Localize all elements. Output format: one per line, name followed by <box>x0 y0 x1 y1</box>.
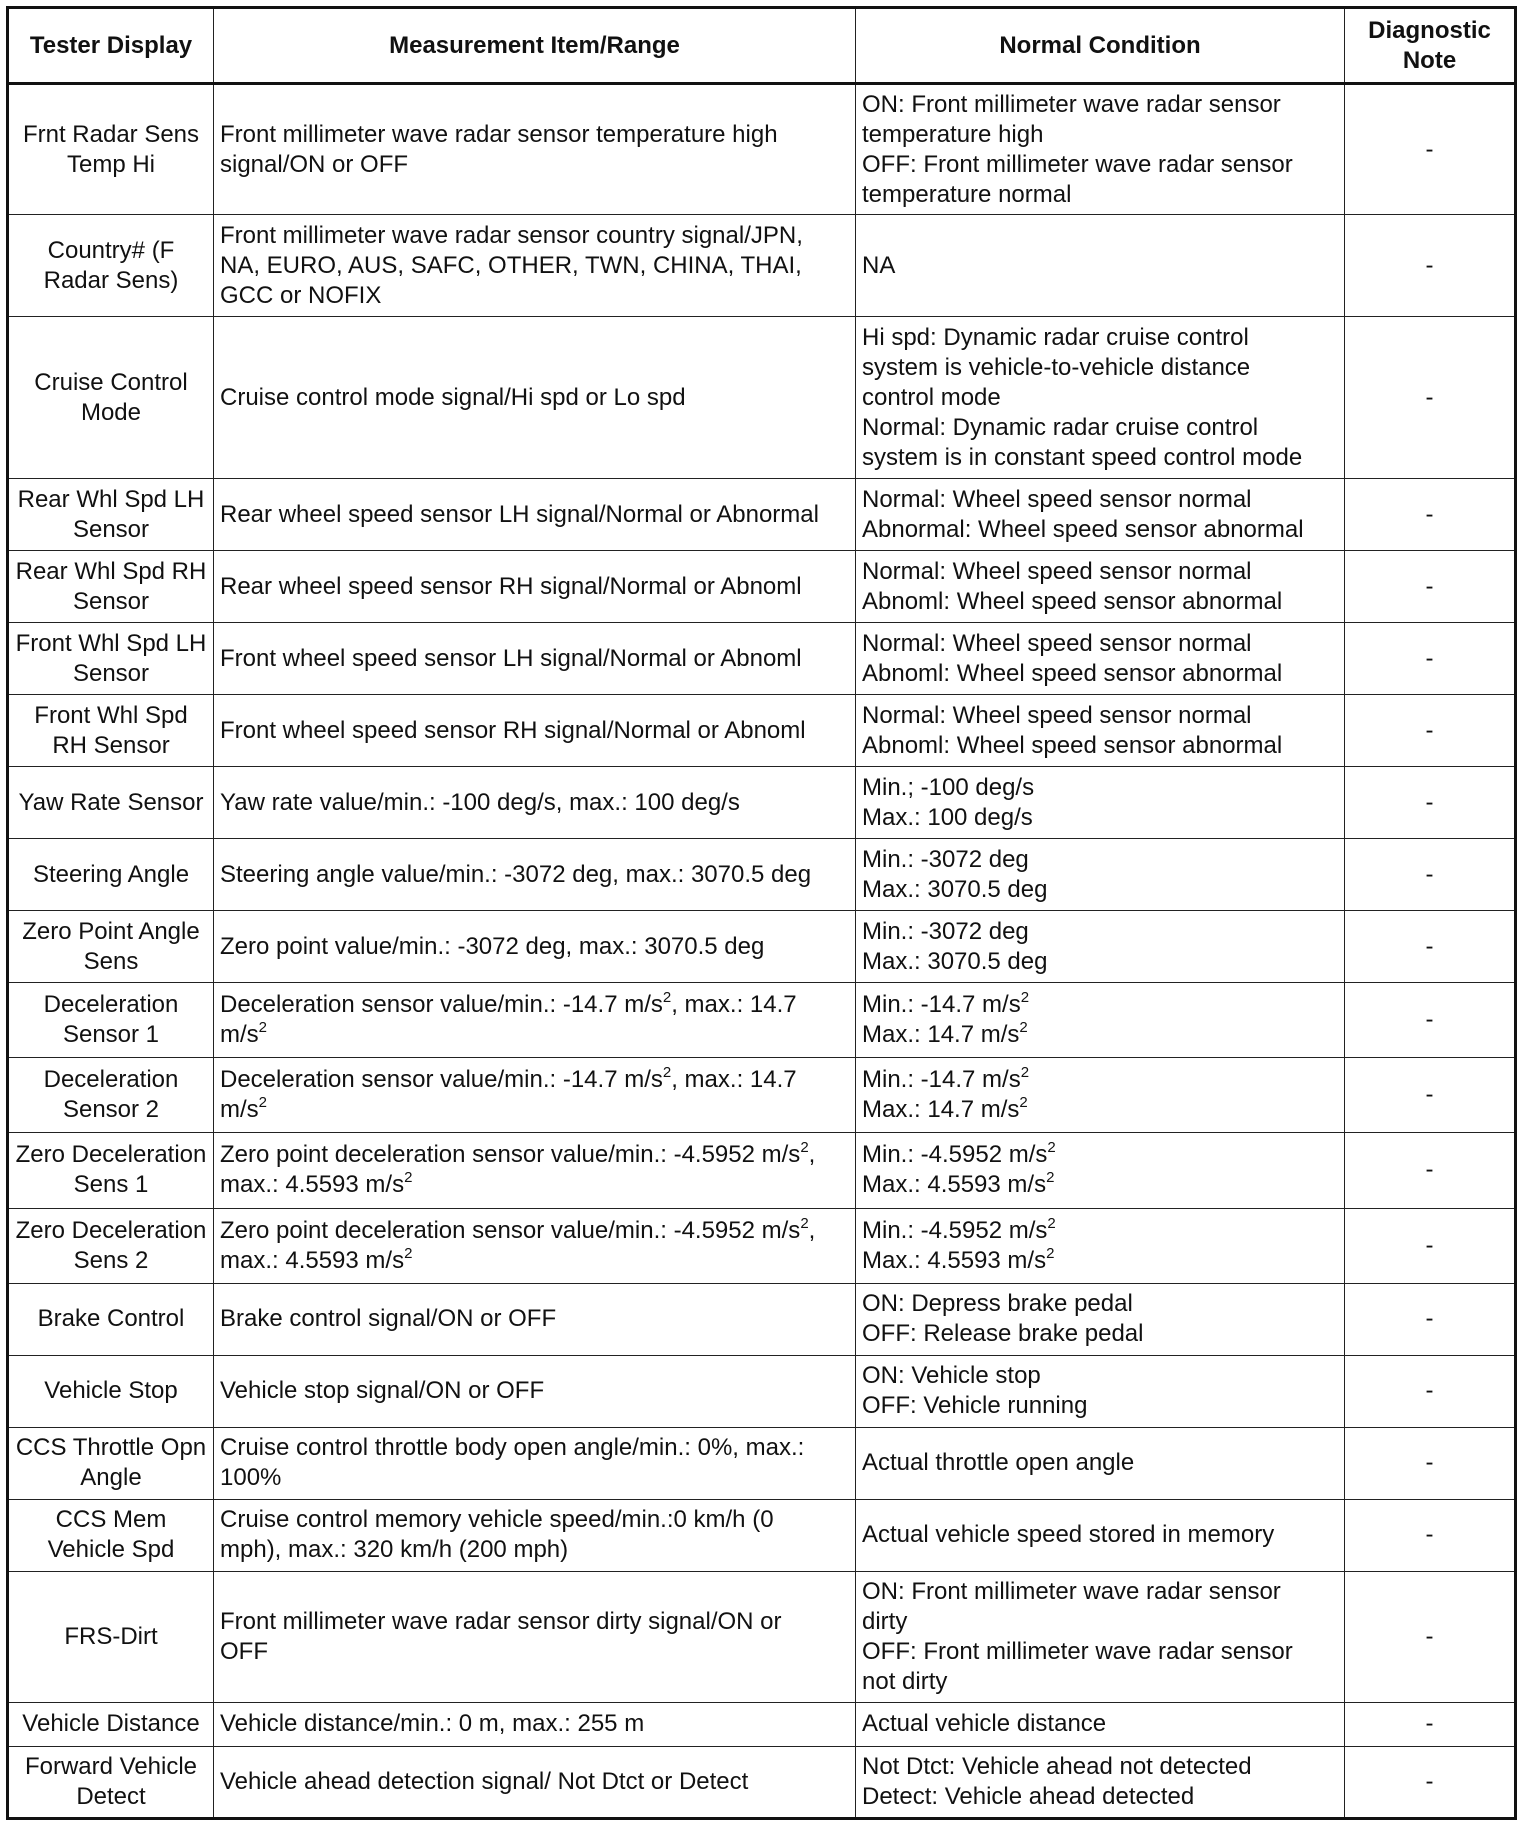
diagnostic-note-cell: - <box>1345 983 1516 1058</box>
measurement-line: Rear wheel speed sensor LH signal/Normal or Abnormal <box>220 500 819 528</box>
tester-display-cell <box>8 767 214 839</box>
normal-condition-cell <box>856 551 1345 623</box>
tester-display-line: Sensor <box>72 659 150 687</box>
tester-display-line: Brake Control <box>37 1305 185 1333</box>
diagnostic-note-cell: - <box>1345 84 1516 215</box>
tester-display-line: Sens <box>83 947 139 975</box>
measurement-line: Front millimeter wave radar sensor country signal/JPN, <box>220 221 803 249</box>
tester-display-line: Sensor <box>72 587 150 615</box>
table-row <box>8 1499 1516 1571</box>
tester-display-line: Country# (F <box>47 236 175 264</box>
tester-display-line: Front Whl Spd LH <box>15 629 207 657</box>
tester-display-cell <box>8 84 214 215</box>
normal-condition-line: Abnoml: Wheel speed sensor abnormal <box>862 587 1283 615</box>
table-row <box>8 1746 1516 1818</box>
tester-display-line: Steering Angle <box>32 860 190 888</box>
normal-condition-cell <box>856 317 1345 479</box>
tester-display-line: Yaw Rate Sensor <box>18 788 204 816</box>
measurement-cell <box>214 1499 856 1571</box>
measurement-line: Deceleration sensor value/min.: -14.7 $m/s^2$, max.: 14.7 <box>220 989 797 1019</box>
normal-condition-line: Max.: 3070.5 deg <box>862 947 1048 975</box>
normal-condition-line: Abnoml: Wheel speed sensor abnormal <box>862 659 1283 687</box>
normal-condition-line: Min.: -14.7 $m/s^2$ <box>862 1064 1030 1094</box>
diagnostic-note-cell: - <box>1345 623 1516 695</box>
normal-condition-cell <box>856 1702 1345 1746</box>
normal-condition-line: Max.: 14.7 $m/s^2$ <box>862 1094 1028 1124</box>
tester-display-line: FRS-Dirt <box>64 1622 158 1650</box>
tester-display-cell <box>8 215 214 317</box>
normal-condition-line: Max.: 4.5593 $m/s^2$ <box>862 1244 1055 1274</box>
measurement-line: OFF <box>220 1637 268 1665</box>
tester-display-cell <box>8 1746 214 1818</box>
normal-condition-cell <box>856 1208 1345 1283</box>
normal-condition-cell <box>856 911 1345 983</box>
tester-display-line: Front Whl Spd <box>34 701 188 729</box>
tester-display-cell <box>8 911 214 983</box>
measurement-line: $m/s^2$ <box>220 1094 268 1124</box>
tester-display-line: Vehicle Distance <box>22 1710 200 1738</box>
measurement-cell <box>214 317 856 479</box>
measurement-cell <box>214 911 856 983</box>
tester-display-line: Forward Vehicle <box>24 1752 198 1780</box>
tester-display-line: Vehicle Stop <box>44 1377 178 1405</box>
tester-display-line: Rear Whl Spd RH <box>15 557 207 585</box>
diagnostic-note-cell: - <box>1345 839 1516 911</box>
normal-condition-line: not dirty <box>862 1667 948 1695</box>
measurement-line: Steering angle value/min.: -3072 deg, max.: 3070.5 deg <box>220 860 812 888</box>
measurement-cell <box>214 1427 856 1499</box>
table-row <box>8 1702 1516 1746</box>
normal-condition-cell <box>856 695 1345 767</box>
measurement-cell <box>214 1058 856 1133</box>
normal-condition-cell <box>856 1058 1345 1133</box>
tester-display-line: Zero Deceleration <box>15 1141 207 1169</box>
header-diagnostic-note <box>1345 8 1516 84</box>
diagnostic-note-cell: - <box>1345 1702 1516 1746</box>
tester-display-line: Deceleration <box>43 991 179 1019</box>
table-row <box>8 623 1516 695</box>
measurement-line: 100% <box>220 1464 282 1492</box>
measurement-line: max.: 4.5593 $m/s^2$ <box>220 1169 413 1199</box>
normal-condition-line: system is in constant speed control mode <box>862 443 1303 471</box>
measurement-line: max.: 4.5593 $m/s^2$ <box>220 1244 413 1274</box>
measurement-line: Brake control signal/ON or OFF <box>220 1305 557 1333</box>
measurement-cell <box>214 1355 856 1427</box>
header-measurement-item: Measurement Item/Range <box>214 8 856 84</box>
header-row <box>8 8 1516 84</box>
normal-condition-line: Max.: 4.5593 $m/s^2$ <box>862 1169 1055 1199</box>
measurement-line: signal/ON or OFF <box>220 150 409 178</box>
measurement-line: Front millimeter wave radar sensor dirty signal/ON or <box>220 1607 782 1635</box>
tester-display-line: Frnt Radar Sens <box>22 120 200 148</box>
measurement-line: Vehicle ahead detection signal/ Not Dtct or Detect <box>220 1767 749 1795</box>
tester-display-line: Sens 2 <box>73 1246 149 1274</box>
measurement-cell <box>214 1283 856 1355</box>
tester-display-line: Zero Point Angle <box>22 917 200 945</box>
normal-condition-line: temperature normal <box>862 180 1072 208</box>
normal-condition-line: Max.: 14.7 $m/s^2$ <box>862 1019 1028 1049</box>
header-tester-display: Tester Display <box>8 8 214 84</box>
measurement-cell <box>214 1208 856 1283</box>
normal-condition-cell <box>856 84 1345 215</box>
normal-condition-line: OFF: Release brake pedal <box>862 1320 1144 1348</box>
tester-display-line: CCS Throttle Opn <box>15 1434 207 1462</box>
table-row <box>8 695 1516 767</box>
normal-condition-line: Min.; -100 deg/s <box>862 773 1035 801</box>
tester-display-cell <box>8 1499 214 1571</box>
tester-display-line: Sensor 1 <box>62 1021 160 1049</box>
measurement-line: Front wheel speed sensor RH signal/Normal or Abnoml <box>220 716 806 744</box>
measurement-cell <box>214 983 856 1058</box>
measurement-line: mph), max.: 320 km/h (200 mph) <box>220 1536 569 1564</box>
table-row <box>8 479 1516 551</box>
normal-condition-line: Hi spd: Dynamic radar cruise control <box>862 323 1249 351</box>
normal-condition-cell <box>856 1427 1345 1499</box>
measurement-line: Cruise control memory vehicle speed/min.:0 km/h (0 <box>220 1506 774 1534</box>
diagnostic-note-cell: - <box>1345 1283 1516 1355</box>
table-row <box>8 1355 1516 1427</box>
table-row <box>8 839 1516 911</box>
measurement-line: Vehicle distance/min.: 0 m, max.: 255 m <box>220 1710 645 1738</box>
diagnostic-note-cell: - <box>1345 1746 1516 1818</box>
diagnostic-note-cell: - <box>1345 317 1516 479</box>
tester-display-line: Deceleration <box>43 1066 179 1094</box>
tester-display-line: Zero Deceleration <box>15 1216 207 1244</box>
diagnostic-note-cell: - <box>1345 1133 1516 1208</box>
measurement-cell <box>214 1702 856 1746</box>
normal-condition-line: Normal: Wheel speed sensor normal <box>862 629 1252 657</box>
tester-display-cell <box>8 1571 214 1702</box>
measurement-line: Vehicle stop signal/ON or OFF <box>220 1377 545 1405</box>
normal-condition-cell <box>856 215 1345 317</box>
tester-display-line: Sensor 2 <box>62 1096 160 1124</box>
measurement-line: Front millimeter wave radar sensor temperature high <box>220 120 778 148</box>
table-body <box>8 84 1516 1819</box>
tester-display-cell <box>8 1355 214 1427</box>
normal-condition-line: Max.: 3070.5 deg <box>862 875 1048 903</box>
normal-condition-line: NA <box>862 251 896 279</box>
measurement-cell <box>214 1133 856 1208</box>
tester-display-line: Sens 1 <box>73 1171 149 1199</box>
normal-condition-line: dirty <box>862 1607 908 1635</box>
tester-display-cell <box>8 983 214 1058</box>
measurement-line: Yaw rate value/min.: -100 deg/s, max.: 100 deg/s <box>220 788 740 816</box>
normal-condition-line: ON: Vehicle stop <box>862 1362 1041 1390</box>
tester-display-cell <box>8 695 214 767</box>
table-row <box>8 1133 1516 1208</box>
normal-condition-line: Normal: Wheel speed sensor normal <box>862 485 1252 513</box>
normal-condition-line: Min.: -4.5952 $m/s^2$ <box>862 1214 1056 1244</box>
header-normal-condition: Normal Condition <box>856 8 1345 84</box>
table-row <box>8 1427 1516 1499</box>
tester-display-cell <box>8 1702 214 1746</box>
table-row <box>8 767 1516 839</box>
table-row <box>8 84 1516 215</box>
measurement-cell <box>214 695 856 767</box>
tester-display-cell <box>8 1058 214 1133</box>
normal-condition-line: Not Dtct: Vehicle ahead not detected <box>862 1752 1252 1780</box>
measurement-line: $m/s^2$ <box>220 1019 268 1049</box>
normal-condition-cell <box>856 983 1345 1058</box>
normal-condition-line: OFF: Vehicle running <box>862 1392 1088 1420</box>
measurement-line: Cruise control throttle body open angle/min.: 0%, max.: <box>220 1434 805 1462</box>
measurement-cell <box>214 839 856 911</box>
measurement-line: Deceleration sensor value/min.: -14.7 $m/s^2$, max.: 14.7 <box>220 1064 797 1094</box>
diagnostic-note-cell: - <box>1345 1355 1516 1427</box>
normal-condition-line: Actual vehicle speed stored in memory <box>862 1521 1275 1549</box>
data-list-table <box>6 6 1517 1820</box>
measurement-cell <box>214 551 856 623</box>
normal-condition-cell <box>856 1499 1345 1571</box>
table-row <box>8 1571 1516 1702</box>
normal-condition-cell <box>856 1746 1345 1818</box>
table-row <box>8 1058 1516 1133</box>
normal-condition-cell <box>856 1355 1345 1427</box>
diagnostic-note-cell: - <box>1345 1208 1516 1283</box>
diagnostic-note-cell: - <box>1345 1571 1516 1702</box>
normal-condition-line: Normal: Wheel speed sensor normal <box>862 557 1252 585</box>
normal-condition-line: Min.: -4.5952 $m/s^2$ <box>862 1139 1056 1169</box>
tester-display-line: Radar Sens) <box>43 266 179 294</box>
normal-condition-line: ON: Front millimeter wave radar sensor <box>862 1577 1281 1605</box>
normal-condition-cell <box>856 1133 1345 1208</box>
normal-condition-line: OFF: Front millimeter wave radar sensor <box>862 150 1293 178</box>
normal-condition-cell <box>856 623 1345 695</box>
normal-condition-cell <box>856 1283 1345 1355</box>
tester-display-line: Temp Hi <box>66 150 156 178</box>
diagnostic-note-cell: - <box>1345 767 1516 839</box>
table-row <box>8 1208 1516 1283</box>
tester-display-cell <box>8 1208 214 1283</box>
header-diagnostic-note-line2: Note <box>1402 46 1457 74</box>
measurement-cell <box>214 215 856 317</box>
normal-condition-line: Min.: -14.7 $m/s^2$ <box>862 989 1030 1019</box>
normal-condition-line: ON: Depress brake pedal <box>862 1290 1133 1318</box>
measurement-line: NA, EURO, AUS, SAFC, OTHER, TWN, CHINA, THAI, <box>220 251 802 279</box>
normal-condition-cell <box>856 1571 1345 1702</box>
normal-condition-line: Min.: -3072 deg <box>862 845 1029 873</box>
tester-display-cell <box>8 1283 214 1355</box>
diagnostic-note-cell: - <box>1345 551 1516 623</box>
measurement-cell <box>214 1746 856 1818</box>
tester-display-line: RH Sensor <box>52 731 170 759</box>
measurement-line: GCC or NOFIX <box>220 281 382 309</box>
normal-condition-line: Normal: Dynamic radar cruise control <box>862 413 1259 441</box>
table-row <box>8 215 1516 317</box>
data-list-sheet <box>6 6 1514 1820</box>
normal-condition-line: OFF: Front millimeter wave radar sensor <box>862 1637 1293 1665</box>
normal-condition-line: control mode <box>862 383 1001 411</box>
measurement-line: Front wheel speed sensor LH signal/Normal or Abnoml <box>220 644 802 672</box>
tester-display-line: Detect <box>76 1782 146 1810</box>
tester-display-line: Angle <box>80 1464 142 1492</box>
header-diagnostic-note-line1: Diagnostic <box>1368 16 1491 44</box>
normal-condition-line: Max.: 100 deg/s <box>862 803 1033 831</box>
measurement-cell <box>214 767 856 839</box>
tester-display-cell <box>8 623 214 695</box>
table-row <box>8 911 1516 983</box>
tester-display-line: Rear Whl Spd LH <box>17 485 205 513</box>
diagnostic-note-cell: - <box>1345 695 1516 767</box>
tester-display-line: CCS Mem <box>55 1506 167 1534</box>
measurement-line: Rear wheel speed sensor RH signal/Normal or Abnoml <box>220 572 802 600</box>
measurement-line: Cruise control mode signal/Hi spd or Lo spd <box>220 383 686 411</box>
normal-condition-line: temperature high <box>862 120 1044 148</box>
normal-condition-line: Actual throttle open angle <box>862 1449 1135 1477</box>
measurement-line: Zero point deceleration sensor value/min.: -4.5952 $m/s^2$, <box>220 1214 816 1244</box>
tester-display-line: Sensor <box>72 515 150 543</box>
diagnostic-note-cell: - <box>1345 1058 1516 1133</box>
normal-condition-cell <box>856 767 1345 839</box>
measurement-line: Zero point deceleration sensor value/min.: -4.5952 $m/s^2$, <box>220 1139 816 1169</box>
normal-condition-line: Min.: -3072 deg <box>862 917 1029 945</box>
normal-condition-cell <box>856 479 1345 551</box>
normal-condition-line: Detect: Vehicle ahead detected <box>862 1782 1195 1810</box>
table-row <box>8 983 1516 1058</box>
diagnostic-note-cell: - <box>1345 1499 1516 1571</box>
table-row <box>8 317 1516 479</box>
table-row <box>8 1283 1516 1355</box>
tester-display-cell <box>8 317 214 479</box>
tester-display-line: Mode <box>80 398 142 426</box>
tester-display-cell <box>8 1427 214 1499</box>
tester-display-cell <box>8 551 214 623</box>
tester-display-line: Vehicle Spd <box>47 1536 175 1564</box>
normal-condition-line: Normal: Wheel speed sensor normal <box>862 701 1252 729</box>
normal-condition-cell <box>856 839 1345 911</box>
tester-display-cell <box>8 479 214 551</box>
normal-condition-line: system is vehicle-to-vehicle distance <box>862 353 1251 381</box>
tester-display-line: Cruise Control <box>34 368 188 396</box>
measurement-cell <box>214 84 856 215</box>
normal-condition-line: Abnoml: Wheel speed sensor abnormal <box>862 731 1283 759</box>
measurement-line: Zero point value/min.: -3072 deg, max.: 3070.5 deg <box>220 932 765 960</box>
measurement-cell <box>214 1571 856 1702</box>
normal-condition-line: Actual vehicle distance <box>862 1710 1107 1738</box>
normal-condition-line: ON: Front millimeter wave radar sensor <box>862 90 1281 118</box>
tester-display-cell <box>8 839 214 911</box>
table-row <box>8 551 1516 623</box>
tester-display-cell <box>8 1133 214 1208</box>
diagnostic-note-cell: - <box>1345 479 1516 551</box>
diagnostic-note-cell: - <box>1345 215 1516 317</box>
measurement-cell <box>214 479 856 551</box>
normal-condition-line: Abnormal: Wheel speed sensor abnormal <box>862 515 1304 543</box>
measurement-cell <box>214 623 856 695</box>
diagnostic-note-cell: - <box>1345 1427 1516 1499</box>
diagnostic-note-cell: - <box>1345 911 1516 983</box>
